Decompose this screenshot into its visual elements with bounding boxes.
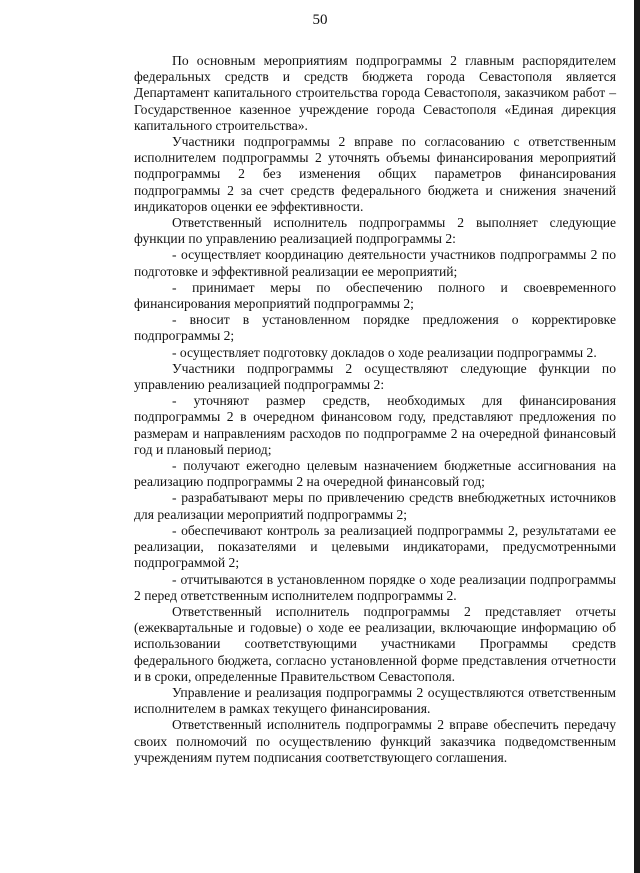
paragraph-participants-functions-intro: Участники подпрограммы 2 осуществляют следующие функции по управлению реализацией подпрограммы 2: [134, 360, 616, 393]
paragraph-delegation: Ответственный исполнитель подпрограммы 2 вправе обеспечить передачу своих полномочий по осуществлению функций заказчика подведомственным учреждениям путем подписания соответствующего соглашения. [134, 717, 616, 765]
scan-edge-shadow [634, 0, 640, 873]
list-item-financing-measures: - принимает меры по обеспечению полного и своевременного финансирования мероприятий подпрограммы 2; [134, 279, 616, 312]
list-item-coordination: - осуществляет координацию деятельности участников подпрограммы 2 по подготовке и эффективной реализации ее мероприятий; [134, 247, 616, 279]
paragraph-participants-rights: Участники подпрограммы 2 вправе по согласованию с ответственным исполнителем подпрограммы 2 уточнять объемы финансирования мероприятий подпрограммы 2 без изменения общих параметров финансирования подпрограммы 2 за счет средств федерального бюджета и снижения значений индикаторов оценки ее эффективности. [134, 134, 616, 214]
list-item-receive-allocations: - получают ежегодно целевым назначением бюджетные ассигнования на реализацию подпрограммы 2 на очередной финансовый год; [134, 458, 616, 490]
list-item-clarify-funds: - уточняют размер средств, необходимых для финансирования подпрограммы 2 в очередном финансовом году, представляют предложения по размерам и направлениям расходов по подпрограмме 2 на очередной финансовый год и плановый период; [134, 393, 616, 457]
list-item-reporting: - отчитываются в установленном порядке о ходе реализации подпрограммы 2 перед ответственным исполнителем подпрограммы 2. [134, 571, 616, 603]
list-item-progress-reports: - осуществляет подготовку докладов о ходе реализации подпрограммы 2. [172, 344, 597, 360]
paragraph-management: Управление и реализация подпрограммы 2 осуществляются ответственным исполнителем в рамках текущего финансирования. [134, 684, 616, 717]
paragraph-reports: Ответственный исполнитель подпрограммы 2 представляет отчеты (ежеквартальные и годовые) о ходе ее реализации, включающие информацию об использовании соответствующими участниками Программы средств федерального бюджета, согласно установленной форме представления отчетности и в сроки, определенные Правительством Севастополя. [134, 603, 616, 684]
paragraph-responsible-distributor: По основным мероприятиям подпрограммы 2 главным распорядителем федеральных средств и средств бюджета города Севастополя является Департамент капитального строительства города Севастополя, заказчиком работ – Государственное казенное учреждение города Севастополя «Единая дирекция капитального строительства». [134, 53, 616, 133]
list-item-control: - обеспечивают контроль за реализацией подпрограммы 2, результатами ее реализации, показателями и целевыми индикаторами, предусмотренными подпрограммой 2; [134, 522, 616, 571]
page-number: 50 [312, 12, 328, 28]
document-body [134, 53, 616, 766]
list-item-adjustment-proposals: - вносит в установленном порядке предложения о корректировке подпрограммы 2; [134, 312, 616, 344]
list-item-extrabudgetary-measures: - разрабатывают меры по привлечению средств внебюджетных источников для реализации мероприятий подпрограммы 2; [134, 490, 616, 522]
paragraph-executor-functions-intro: Ответственный исполнитель подпрограммы 2 выполняет следующие функции по управлению реализацией подпрограммы 2: [134, 215, 616, 247]
